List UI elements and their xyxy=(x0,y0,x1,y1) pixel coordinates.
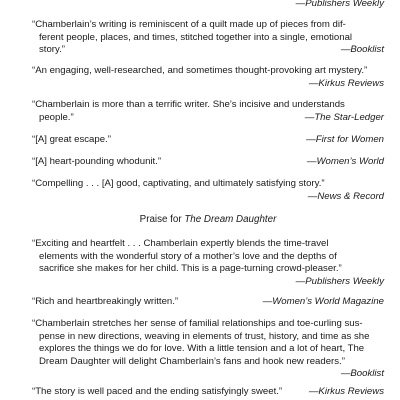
quote-block xyxy=(32,134,384,147)
quote-line: “Exciting and heartfelt . . . Chamberlain expertly blends the time-travel xyxy=(32,238,329,249)
quote-source: —Publishers Weekly xyxy=(295,275,384,287)
quote-source: —First for Women xyxy=(306,134,384,145)
quote-block xyxy=(32,386,384,399)
quote-last-row xyxy=(32,156,384,169)
quote-source: —News & Record xyxy=(307,190,384,202)
quote-source: —Women’s World xyxy=(306,156,384,167)
quote-line: “Chamberlain’s writing is reminiscent of a quilt made up of pieces from dif- xyxy=(32,19,346,30)
quote-block xyxy=(32,318,384,381)
quote-line: “[A] great escape.” xyxy=(32,134,111,145)
quote-source: —The Star-Ledger xyxy=(304,111,384,123)
quote-source: —Kirkus Reviews xyxy=(308,77,384,89)
quote-line: story.” xyxy=(39,44,65,56)
quote-block xyxy=(32,65,384,90)
quote-block xyxy=(32,178,384,203)
quote-line: elements with the wonderful story of a mother’s love and the depths of xyxy=(39,250,337,262)
top-attribution-block xyxy=(32,0,384,11)
quote-line: Dream Daughter will delight Chamberlain’s fans and hook new readers.” xyxy=(39,355,345,367)
quote-source: —Kirkus Reviews xyxy=(308,386,384,397)
quote-line: “Rich and heartbreakingly written.” xyxy=(32,296,179,307)
quote-block xyxy=(32,19,384,57)
quote-line: “The story is well paced and the ending satisfyingly sweet.” xyxy=(32,386,283,397)
quote-last-row xyxy=(32,44,384,57)
quote-line: “An engaging, well-researched, and sometimes thought-provoking art mystery.” xyxy=(32,65,368,76)
quote-block xyxy=(32,296,384,309)
quote-source: —Women’s World Magazine xyxy=(262,296,384,307)
quote-last-row xyxy=(32,386,384,399)
quote-line: people.” xyxy=(39,111,74,123)
quote-last-row xyxy=(32,296,384,309)
section-heading-prefix: Praise for xyxy=(139,214,185,225)
quote-line: “[A] heart-pounding whodunit.” xyxy=(32,156,162,167)
quote-block xyxy=(32,99,384,124)
quote-line: “Compelling . . . [A] good, captivating, and ultimately satisfying story.” xyxy=(32,178,325,189)
quote-line: pense in new directions, weaving in elements of trust, history, and time as she xyxy=(39,330,370,342)
section-heading xyxy=(32,214,384,226)
quote-last-row xyxy=(32,134,384,147)
quote-source: —Booklist xyxy=(340,368,384,380)
quote-line: “Chamberlain stretches her sense of familial relationships and toe-curling sus- xyxy=(32,318,363,329)
quote-block xyxy=(32,156,384,169)
quote-last-row xyxy=(32,112,384,125)
quote-source: —Publishers Weekly xyxy=(295,0,384,9)
quote-line: sacrifice she makes for her child. This is a page-turning crowd-pleaser.” xyxy=(39,263,342,275)
section-heading-title: The Dream Daughter xyxy=(184,214,277,225)
quote-line: explores the things we do for love. With a little tension and a lot of heart, The xyxy=(39,343,365,355)
quote-source: —Booklist xyxy=(340,44,384,56)
quote-line: ferent people, places, and times, stitched together into a single, emotional xyxy=(39,31,353,43)
book-praise-page xyxy=(32,0,384,400)
quote-block xyxy=(32,238,384,288)
quote-line: “Chamberlain is more than a terrific writer. She’s incisive and understands xyxy=(32,99,345,110)
